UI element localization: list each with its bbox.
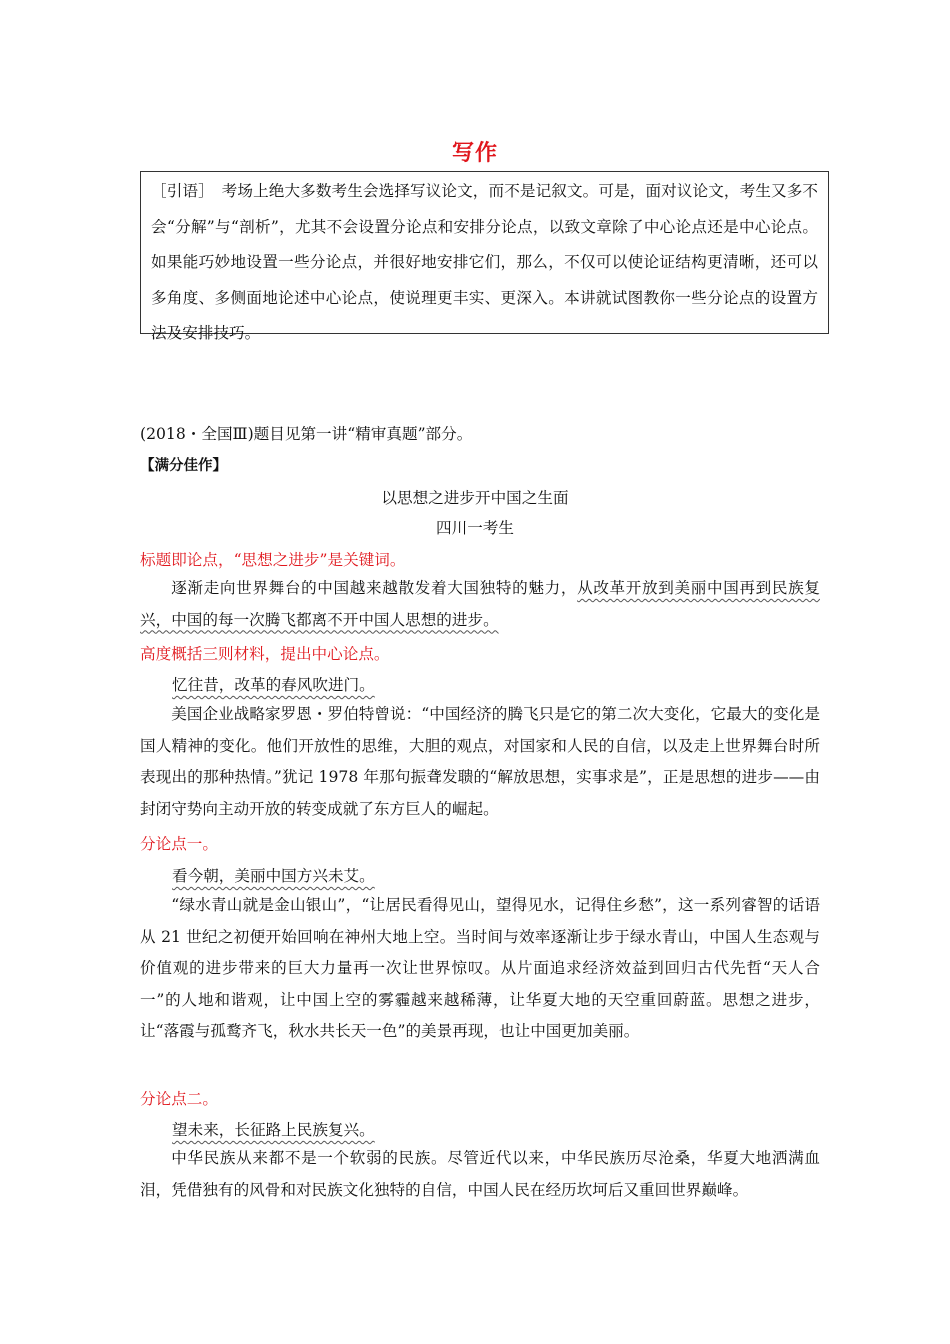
section-label: 【满分佳作】: [140, 458, 227, 474]
essay-paragraph: “绿水青山就是金山银山”，“让居民看得见山，望得见水，记得住乡愁”，这一系列睿智的话语从 21 世纪之初便开始回响在神州大地上空。当时间与效率逐渐让步于绿水青山，中国人生态观与价值观的进步带来的巨大力量再一次让世界惊叹。从片面追求经济效益到回归古代先哲“天人合一”的人地和谐观，让中国上空的雾霾越来越稀薄，让华夏大地的天空重回蔚蓝。思想之进步，让“落霞与孤鹜齐飞，秋水共长天一色”的美景再现，也让中国更加美丽。: [140, 896, 820, 1040]
intro-text: ［引语］ 考场上绝大多数考生会选择写议论文，而不是记叙文。可是，面对议论文，考生又多不会“分解”与“剖析”，尤其不会设置分论点和安排分论点，以致文章除了中心论点还是中心论点。如果能巧妙地设置一些分论点，并很好地安排它们，那么，不仅可以使论证结构更清晰，还可以多角度、多侧面地论述中心论点，使说理更丰实、更深入。本讲就试图教你一些分论点的设置方法及安排技巧。: [151, 182, 818, 342]
essay-title: 以思想之进步开中国之生面: [381, 489, 569, 507]
sub-argument-text: 看今朝，美丽中国方兴未艾。: [172, 867, 375, 885]
annotation-note: 分论点一。: [140, 835, 218, 853]
essay-paragraph: [140, 573, 820, 636]
annotation-note: 分论点二。: [140, 1090, 218, 1108]
essay-paragraph: 美国企业战略家罗恩・罗伯特曾说：“中国经济的腾飞只是它的第二次大变化，它最大的变化是国人精神的变化。他们开放性的思维，大胆的观点，对国家和人民的自信，以及走上世界舞台时所表现出的那种热情。”犹记 1978 年那句振聋发聩的“解放思想，实事求是”，正是思想的进步——由封闭守势向主动开放的转变成就了东方巨人的崛起。: [140, 705, 820, 818]
sub-argument-heading: [172, 1118, 852, 1140]
sub-argument-text: 望未来，长征路上民族复兴。: [172, 1121, 375, 1139]
sub-argument-text: 忆往昔，改革的春风吹进门。: [172, 676, 375, 694]
annotation-note: 标题即论点，“思想之进步”是关键词。: [140, 551, 406, 569]
paragraph-text: 逐渐走向世界舞台的中国越来越散发着大国独特的魅力，: [171, 579, 578, 597]
essay-paragraph: 中华民族从来都不是一个软弱的民族。尽管近代以来，中华民族历尽沧桑，华夏大地洒满血泪，凭借独有的风骨和对民族文化独特的自信，中国人民在经历坎坷后又重回世界巅峰。: [140, 1149, 820, 1199]
source-line: (2018・全国Ⅲ)题目见第一讲“精审真题”部分。: [140, 425, 473, 443]
sub-argument-heading: [172, 864, 852, 886]
annotation-note: 高度概括三则材料，提出中心论点。: [140, 645, 390, 663]
page-title: 写作: [451, 141, 498, 166]
central-thesis: 从改革开放到美丽中国再到民族复兴，中国的每一次腾飞都离不开中国人思想的进步。: [140, 579, 820, 629]
essay-author: 四川一考生: [436, 519, 514, 537]
intro-box: [140, 171, 829, 342]
sub-argument-heading: [172, 673, 852, 695]
